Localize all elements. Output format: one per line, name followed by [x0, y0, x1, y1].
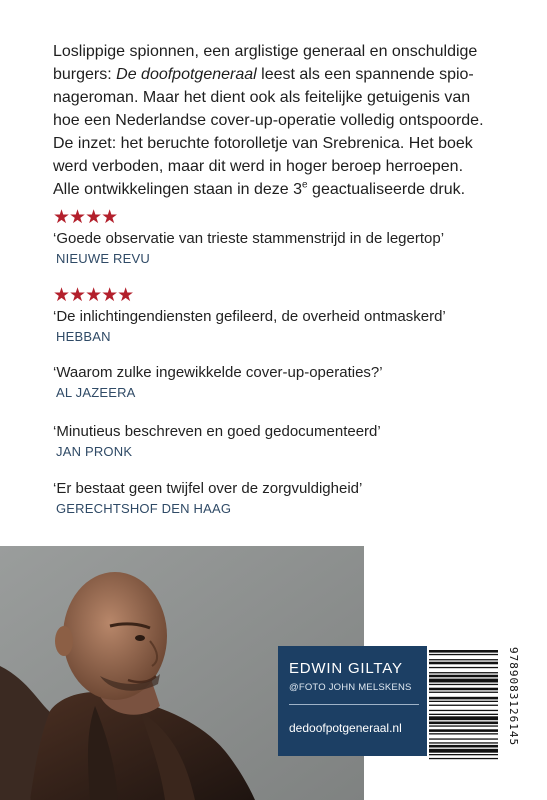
- barcode-bar: [429, 749, 498, 753]
- barcode-bar: [429, 650, 498, 653]
- barcode-bar: [429, 672, 498, 673]
- blurb-line: nageroman. Maar het dient ook als feitelijke getuigenis van: [53, 89, 471, 106]
- barcode-bar: [429, 758, 498, 759]
- review-source: GERECHTSHOF DEN HAAG: [56, 501, 232, 516]
- review-jan-pronk: [53, 421, 513, 461]
- barcode-bar: [429, 701, 498, 702]
- blurb-text: geactualiseerde druk.: [307, 181, 466, 198]
- barcode-bar: [429, 733, 498, 734]
- back-cover-blurb: [53, 40, 501, 201]
- blurb-line: [53, 178, 501, 201]
- photo-credit: @FOTO JOHN MELSKENS: [289, 682, 412, 693]
- review-source: AL JAZEERA: [56, 385, 136, 400]
- review-source: HEBBAN: [56, 329, 111, 344]
- barcode-bar: [429, 729, 498, 732]
- review-quote: ‘Goede observatie van trieste stammenstrijd in de legertop’: [53, 230, 445, 247]
- barcode-bar: [429, 679, 498, 683]
- divider: [289, 704, 419, 705]
- review-quote: ‘Waarom zulke ingewikkelde cover-up-operaties?’: [53, 364, 383, 381]
- barcode-bar: [429, 659, 498, 660]
- blurb-text: leest als een spannende spio-: [256, 66, 474, 83]
- barcode-bar: [429, 654, 498, 655]
- star-rating-icon: ★★★★: [53, 207, 118, 228]
- barcode-bar: [429, 710, 498, 711]
- barcode-bar: [429, 675, 498, 678]
- barcode-bar: [429, 725, 498, 726]
- author-name: EDWIN GILTAY: [289, 660, 403, 677]
- blurb-line: [53, 63, 501, 86]
- barcode-bar: [429, 662, 498, 665]
- review-quote: ‘Er bestaat geen twijfel over de zorgvuldigheid’: [53, 480, 363, 497]
- barcode-bar: [429, 722, 498, 725]
- barcode-bar: [429, 745, 498, 748]
- review-quote: ‘De inlichtingendiensten gefileerd, de overheid ontmaskerd’: [53, 308, 446, 325]
- review-hebban: [53, 286, 513, 346]
- barcode-bar: [429, 667, 498, 668]
- review-nieuwe-revu: [53, 208, 513, 268]
- barcode-bar: [429, 714, 498, 715]
- blurb-text: Alle ontwikkelingen staan in deze 3: [53, 181, 303, 198]
- book-title-italic: De doofpotgeneraal: [116, 66, 257, 83]
- review-source: NIEUWE REVU: [56, 251, 150, 266]
- barcode-bar: [429, 688, 498, 691]
- barcode-bar: [429, 738, 498, 739]
- barcode-bar: [429, 697, 498, 700]
- isbn-number: 9789083126145: [507, 647, 520, 747]
- barcode-bar: [429, 754, 498, 755]
- blurb-line: werd verboden, maar dit werd in hoger beroep herroepen.: [53, 158, 464, 175]
- barcode-bar: [429, 684, 498, 685]
- blurb-text: burgers:: [53, 66, 117, 83]
- review-quote: ‘Minutieus beschreven en goed gedocumenteerd’: [53, 423, 381, 440]
- star-rating-icon: ★★★★★: [53, 285, 134, 306]
- website-link[interactable]: dedoofpotgeneraal.nl: [289, 721, 402, 735]
- author-info-box: [278, 646, 427, 756]
- blurb-line: hoe een Nederlandse cover-up-operatie volledig ontspoorde.: [53, 112, 484, 129]
- barcode-bar: [429, 705, 498, 706]
- review-gerechtshof: [53, 478, 513, 518]
- review-source: JAN PRONK: [56, 444, 133, 459]
- barcode: [427, 646, 500, 798]
- review-al-jazeera: [53, 362, 513, 402]
- barcode-bars-icon: [427, 646, 500, 798]
- barcode-bar: [429, 742, 498, 743]
- barcode-bar: [429, 692, 498, 693]
- blurb-line: De inzet: het beruchte fotorolletje van Srebrenica. Het boek: [53, 135, 473, 152]
- edition-superscript: e: [302, 179, 308, 191]
- blurb-line: Loslippige spionnen, een arglistige generaal en onschuldige: [53, 43, 478, 60]
- barcode-bar: [429, 716, 498, 720]
